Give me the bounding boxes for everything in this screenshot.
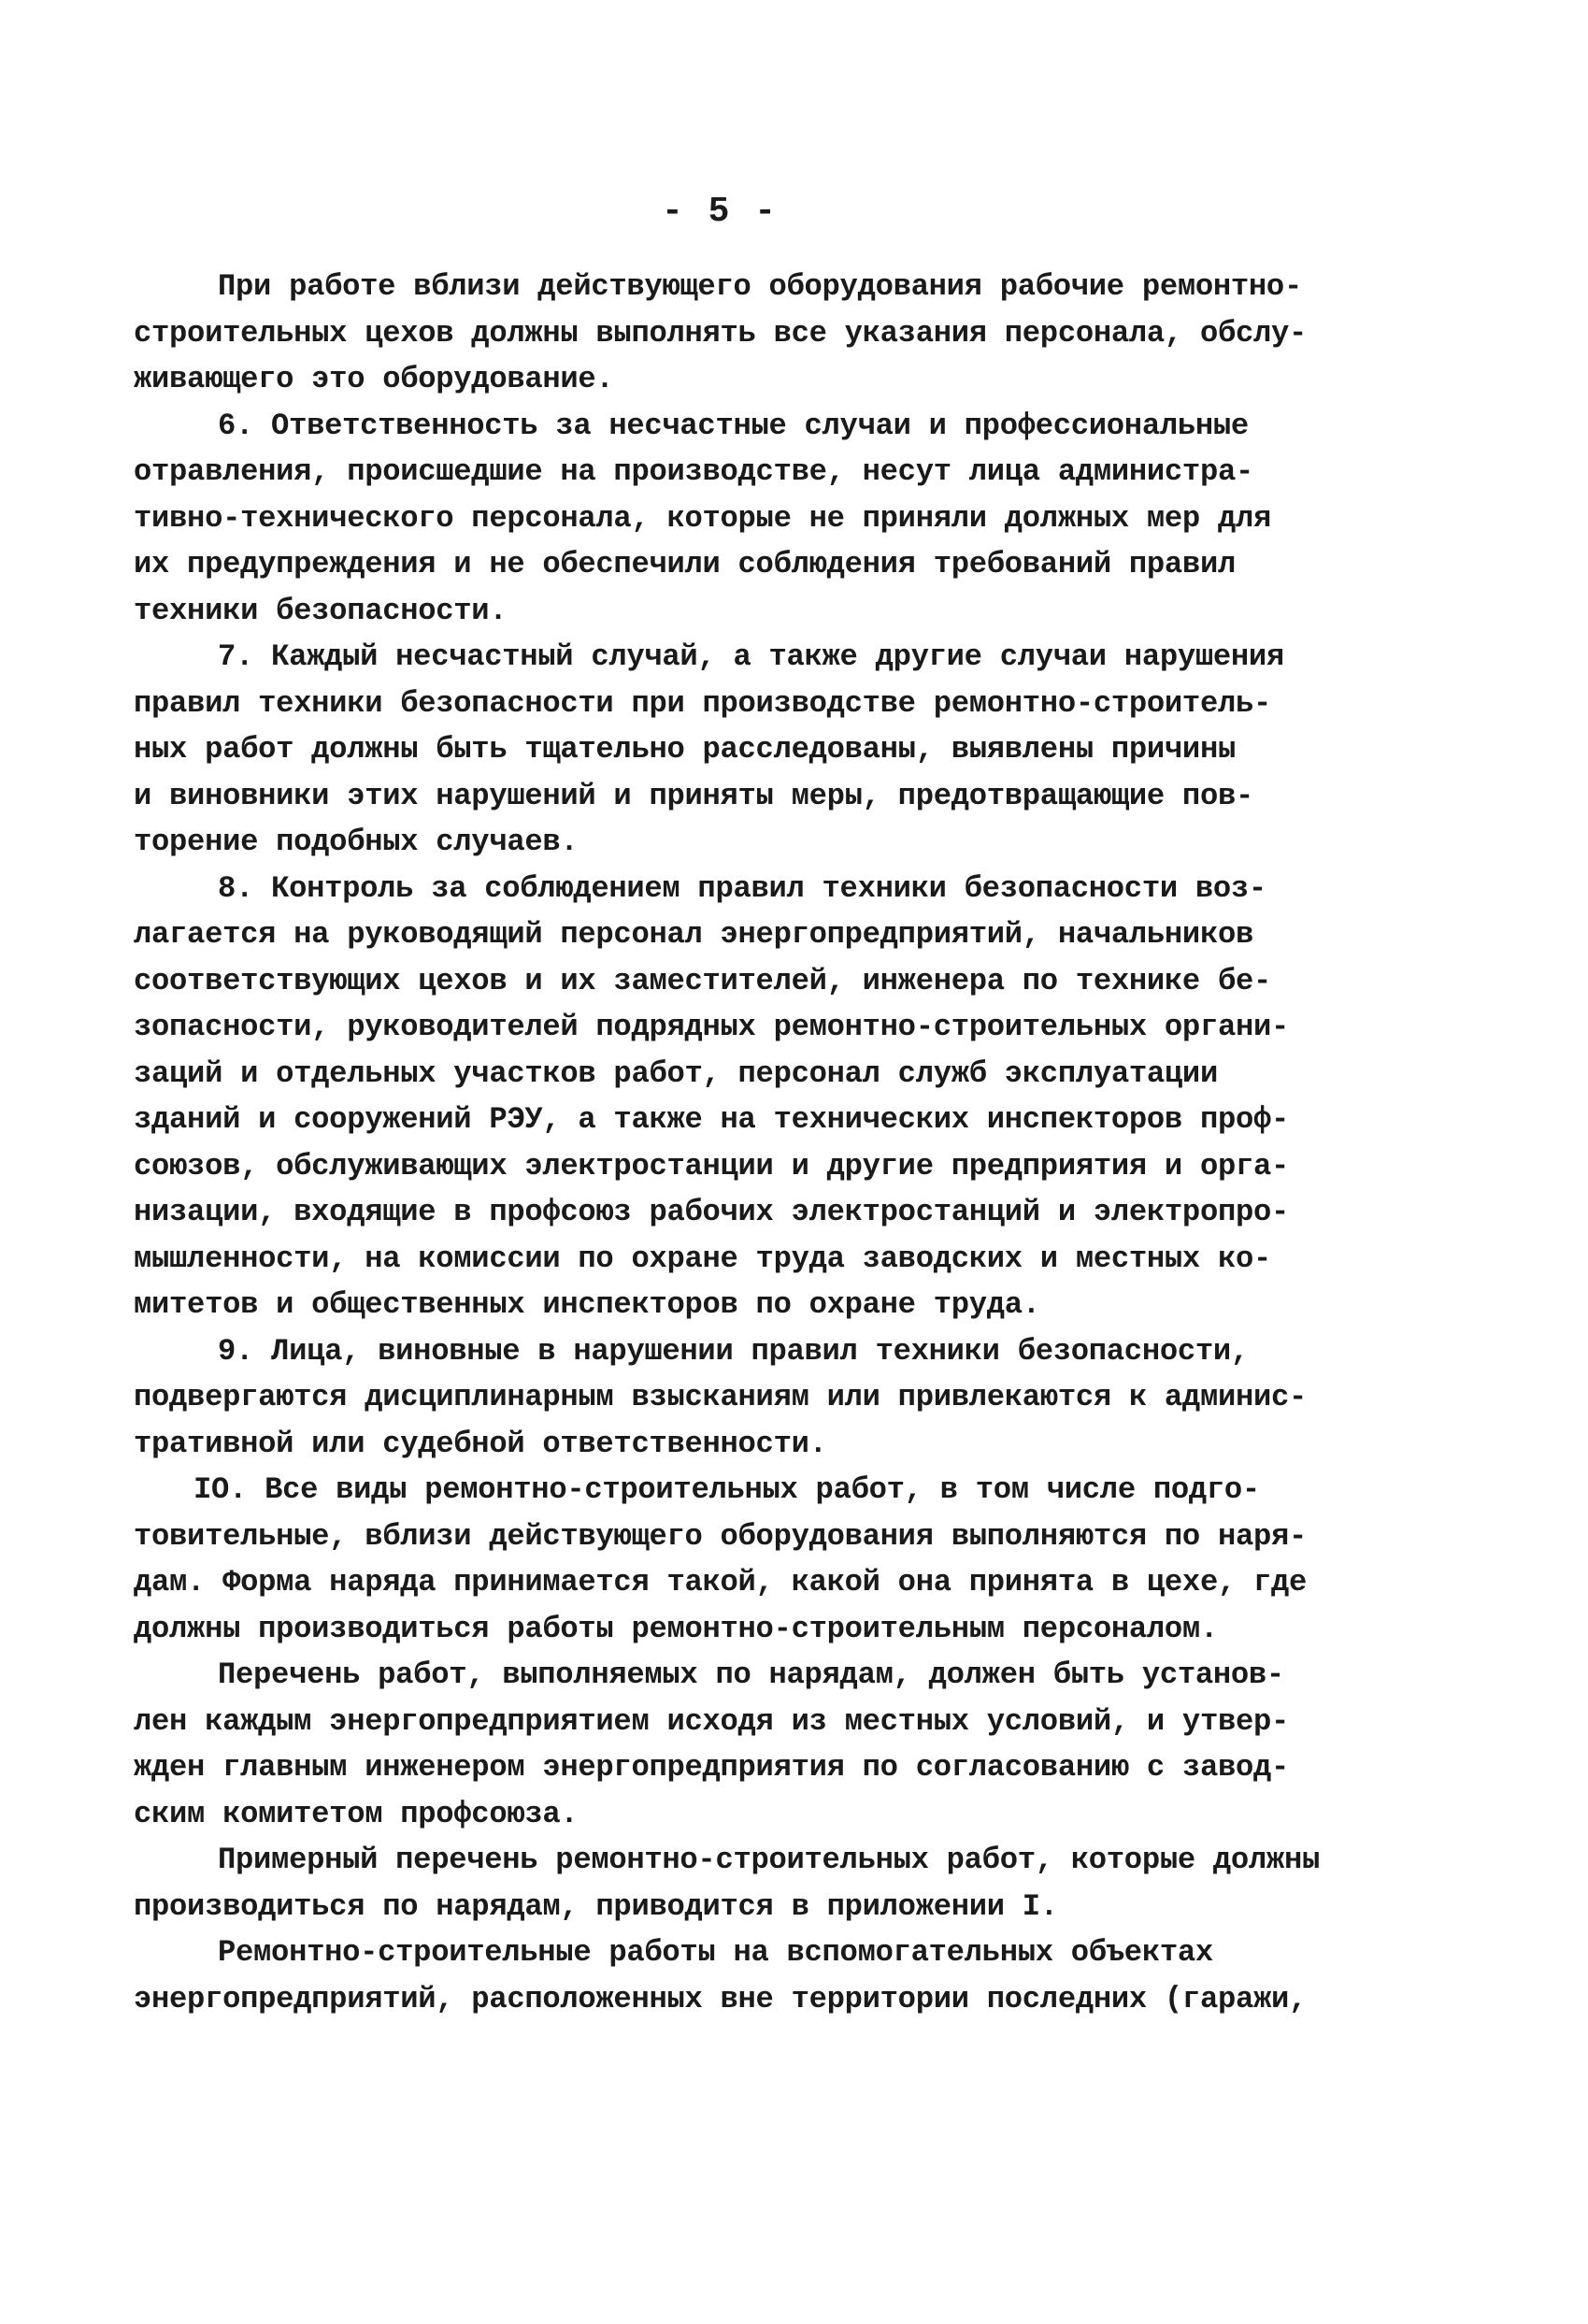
paragraph-9 (134, 1328, 1339, 1468)
text-line: зданий и сооружений РЭУ, а также на технических инспекторов проф- (134, 1102, 1290, 1137)
text-line: заций и отдельных участков работ, персонал служб эксплуатации (134, 1055, 1218, 1091)
text-line: тративной или судебной ответственности. (134, 1426, 827, 1461)
paragraph-7 (134, 634, 1339, 866)
text-line: 7. Каждый несчастный случай, а также другие случаи нарушения (218, 639, 1284, 674)
text-line: жден главным инженером энергопредприятия по согласованию с завод- (134, 1750, 1290, 1785)
page-number: - 5 - (661, 192, 779, 232)
text-line: лен каждым энергопредприятием исходя из местных условий, и утвер- (134, 1703, 1290, 1739)
text-line: энергопредприятий, расположенных вне территории последних (гаражи, (134, 1981, 1308, 2016)
paragraph-sample-list (134, 1837, 1339, 1929)
text-line: соответствующих цехов и их заместителей, инженера по технике бе- (134, 963, 1272, 998)
text-line: производиться по нарядам, приводится в приложении I. (134, 1888, 1058, 1924)
text-line: IO. Все виды ремонтно-строительных работ, в том числе подго- (193, 1472, 1260, 1507)
text-line: техники безопасности. (134, 593, 508, 628)
text-line: правил техники безопасности при производстве ремонтно-строитель- (134, 685, 1272, 721)
paragraph-10 (134, 1467, 1339, 1652)
text-line: митетов и общественных инспекторов по охране труда. (134, 1287, 1040, 1322)
text-line: Ремонтно-строительные работы на вспомогательных объектах (218, 1935, 1213, 1970)
text-line: строительных цехов должны выполнять все указания персонала, обслу- (134, 315, 1308, 351)
text-line: лагается на руководящий персонал энергопредприятий, начальников (134, 917, 1253, 952)
text-line: товительные, вблизи действующего оборудования выполняются по наря- (134, 1518, 1308, 1554)
paragraph-6 (134, 403, 1339, 635)
text-line: и виновники этих нарушений и приняты меры, предотвращающие пов- (134, 778, 1253, 813)
text-line: живающего это оборудование. (134, 362, 614, 396)
text-line: должны производиться работы ремонтно-строительным персоналом. (134, 1611, 1218, 1646)
text-line: мышленности, на комиссии по охране труда заводских и местных ко- (134, 1241, 1272, 1276)
paragraph-intro (134, 264, 1339, 403)
paragraph-work-list (134, 1652, 1339, 1837)
text-line: 8. Контроль за соблюдением правил техники безопасности воз- (218, 870, 1266, 906)
text-line: 9. Лица, виновные в нарушении правил техники безопасности, (218, 1333, 1249, 1369)
text-line: низации, входящие в профсоюз рабочих электростанций и электропро- (134, 1195, 1290, 1229)
text-line: Примерный перечень ремонтно-строительных работ, которые должны (218, 1843, 1320, 1877)
text-line: отравления, происшедшие на производстве, несут лица администра- (134, 454, 1253, 489)
text-line: подвергаются дисциплинарным взысканиям или привлекаются к админис- (134, 1380, 1308, 1414)
paragraph-8 (134, 866, 1339, 1328)
text-line: тивно-технического персонала, которые не приняли должных мер для (134, 500, 1272, 536)
document-body (134, 264, 1339, 2022)
text-line: 6. Ответственность за несчастные случаи и профессиональные (218, 408, 1249, 443)
text-line: их предупреждения и не обеспечили соблюдения требований правил (134, 547, 1236, 581)
text-line: дам. Форма наряда принимается такой, какой она принята в цехе, где (134, 1565, 1308, 1600)
text-line: Перечень работ, выполняемых по нарядам, должен быть установ- (218, 1657, 1284, 1692)
text-line: союзов, обслуживающих электростанции и другие предприятия и орга- (134, 1148, 1290, 1184)
text-line: зопасности, руководителей подрядных ремонтно-строительных органи- (134, 1010, 1290, 1044)
text-line: При работе вблизи действующего оборудования рабочие ремонтно- (218, 269, 1302, 304)
text-line: ским комитетом профсоюза. (134, 1796, 579, 1831)
text-line: ных работ должны быть тщательно расследованы, выявлены причины (134, 732, 1236, 767)
paragraph-auxiliary-objects (134, 1929, 1339, 2022)
text-line: торение подобных случаев. (134, 825, 579, 859)
